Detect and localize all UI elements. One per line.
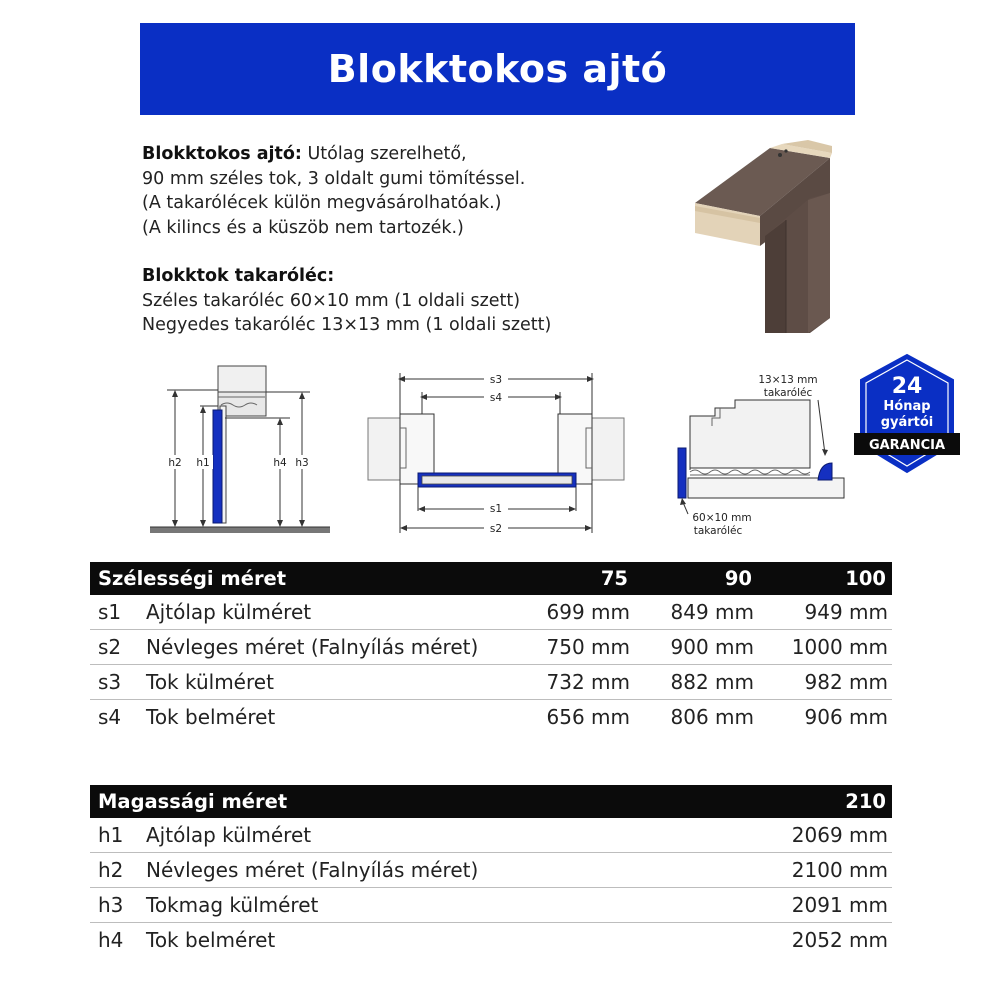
row-value: 806 mm — [670, 705, 754, 729]
table-row — [90, 888, 892, 923]
width-table-header — [90, 562, 892, 595]
row-label: Tokmag külméret — [142, 888, 740, 923]
row-code: h3 — [90, 888, 142, 923]
row-code: h2 — [90, 853, 142, 888]
height-table-header — [90, 785, 892, 818]
width-col-75: 75 — [516, 562, 634, 595]
row-value: 849 mm — [634, 595, 758, 630]
desc-line: 90 mm széles tok, 3 oldalt gumi tömítéssel. — [142, 168, 526, 189]
height-col-210: 210 — [740, 785, 892, 818]
width-diagram — [360, 368, 640, 540]
row-label: Tok belméret — [146, 928, 276, 952]
h2-label: h2 — [168, 457, 182, 469]
trim-heading-text: Blokktok takaróléc: — [142, 266, 335, 286]
row-value: 699 mm — [516, 595, 634, 630]
door-frame-image — [690, 138, 840, 338]
row-value: 2100 mm — [740, 853, 892, 888]
badge-line2: gyártói — [880, 415, 934, 430]
row-value: 656 mm — [546, 705, 630, 729]
table-row — [90, 595, 892, 630]
desc-line: (A takarólécek külön megvásárolhatóak.) — [142, 193, 502, 213]
badge-label: GARANCIA — [868, 438, 946, 453]
row-label: Ajtólap külméret — [142, 595, 516, 630]
table-row — [90, 700, 892, 735]
page-title: Blokktokos ajtó — [327, 47, 668, 91]
warranty-badge — [852, 352, 962, 482]
desc-line: Negyedes takaróléc 13×13 mm (1 oldali szett) — [142, 315, 552, 335]
table-row — [90, 853, 892, 888]
trim-diagram — [660, 368, 855, 540]
badge-line1: Hónap — [883, 399, 931, 414]
row-code: s4 — [98, 705, 122, 729]
height-header: Magassági méret — [90, 785, 740, 818]
row-value: 1000 mm — [758, 630, 892, 665]
s3-label: s3 — [489, 374, 503, 386]
row-value: 900 mm — [634, 630, 758, 665]
table-row — [90, 923, 892, 958]
row-code: s1 — [90, 595, 142, 630]
row-value: 949 mm — [758, 595, 892, 630]
table-row — [90, 818, 892, 853]
row-value: 2052 mm — [791, 928, 888, 952]
row-label: Tok külméret — [142, 665, 516, 700]
height-table — [90, 785, 892, 957]
row-code: h1 — [90, 818, 142, 853]
wide-trim-size: 60×10 mm — [692, 512, 752, 524]
desc-text: Utólag szerelhető, — [301, 144, 467, 164]
width-header: Szélességi méret — [90, 562, 516, 595]
row-value: 906 mm — [804, 705, 888, 729]
row-value: 2069 mm — [740, 818, 892, 853]
desc-heading: Blokktokos ajtó: — [142, 144, 302, 164]
row-label: Tok belméret — [146, 705, 276, 729]
h1-label: h1 — [196, 457, 210, 469]
row-value: 732 mm — [516, 665, 634, 700]
height-diagram — [145, 362, 335, 537]
row-value: 982 mm — [758, 665, 892, 700]
row-value: 750 mm — [516, 630, 634, 665]
quarter-trim-size: 13×13 mm — [758, 374, 818, 386]
row-code: h4 — [98, 928, 124, 952]
width-col-90: 90 — [634, 562, 758, 595]
row-value: 2091 mm — [740, 888, 892, 923]
width-table — [90, 562, 892, 734]
wide-trim-name: takaróléc — [693, 525, 743, 537]
row-label: Névleges méret (Falnyílás méret) — [142, 853, 740, 888]
quarter-trim-name: takaróléc — [763, 387, 813, 399]
h3-label: h3 — [295, 457, 309, 469]
trim-heading — [142, 264, 551, 289]
badge-months: 24 — [891, 374, 923, 399]
desc-line — [142, 142, 551, 167]
table-row — [90, 665, 892, 700]
row-value: 882 mm — [634, 665, 758, 700]
title-banner — [140, 23, 855, 115]
row-code: s3 — [90, 665, 142, 700]
desc-line: (A kilincs és a küszöb nem tartozék.) — [142, 217, 464, 238]
h4-label: h4 — [273, 457, 287, 469]
width-col-100: 100 — [758, 562, 892, 595]
s1-label: s1 — [489, 503, 503, 515]
row-label: Névleges méret (Falnyílás méret) — [142, 630, 516, 665]
table-row — [90, 630, 892, 665]
s4-label: s4 — [489, 392, 503, 404]
product-description — [142, 142, 551, 338]
row-code: s2 — [90, 630, 142, 665]
s2-label: s2 — [489, 523, 503, 535]
desc-line: Széles takaróléc 60×10 mm (1 oldali szett) — [142, 290, 521, 311]
row-label: Ajtólap külméret — [142, 818, 740, 853]
